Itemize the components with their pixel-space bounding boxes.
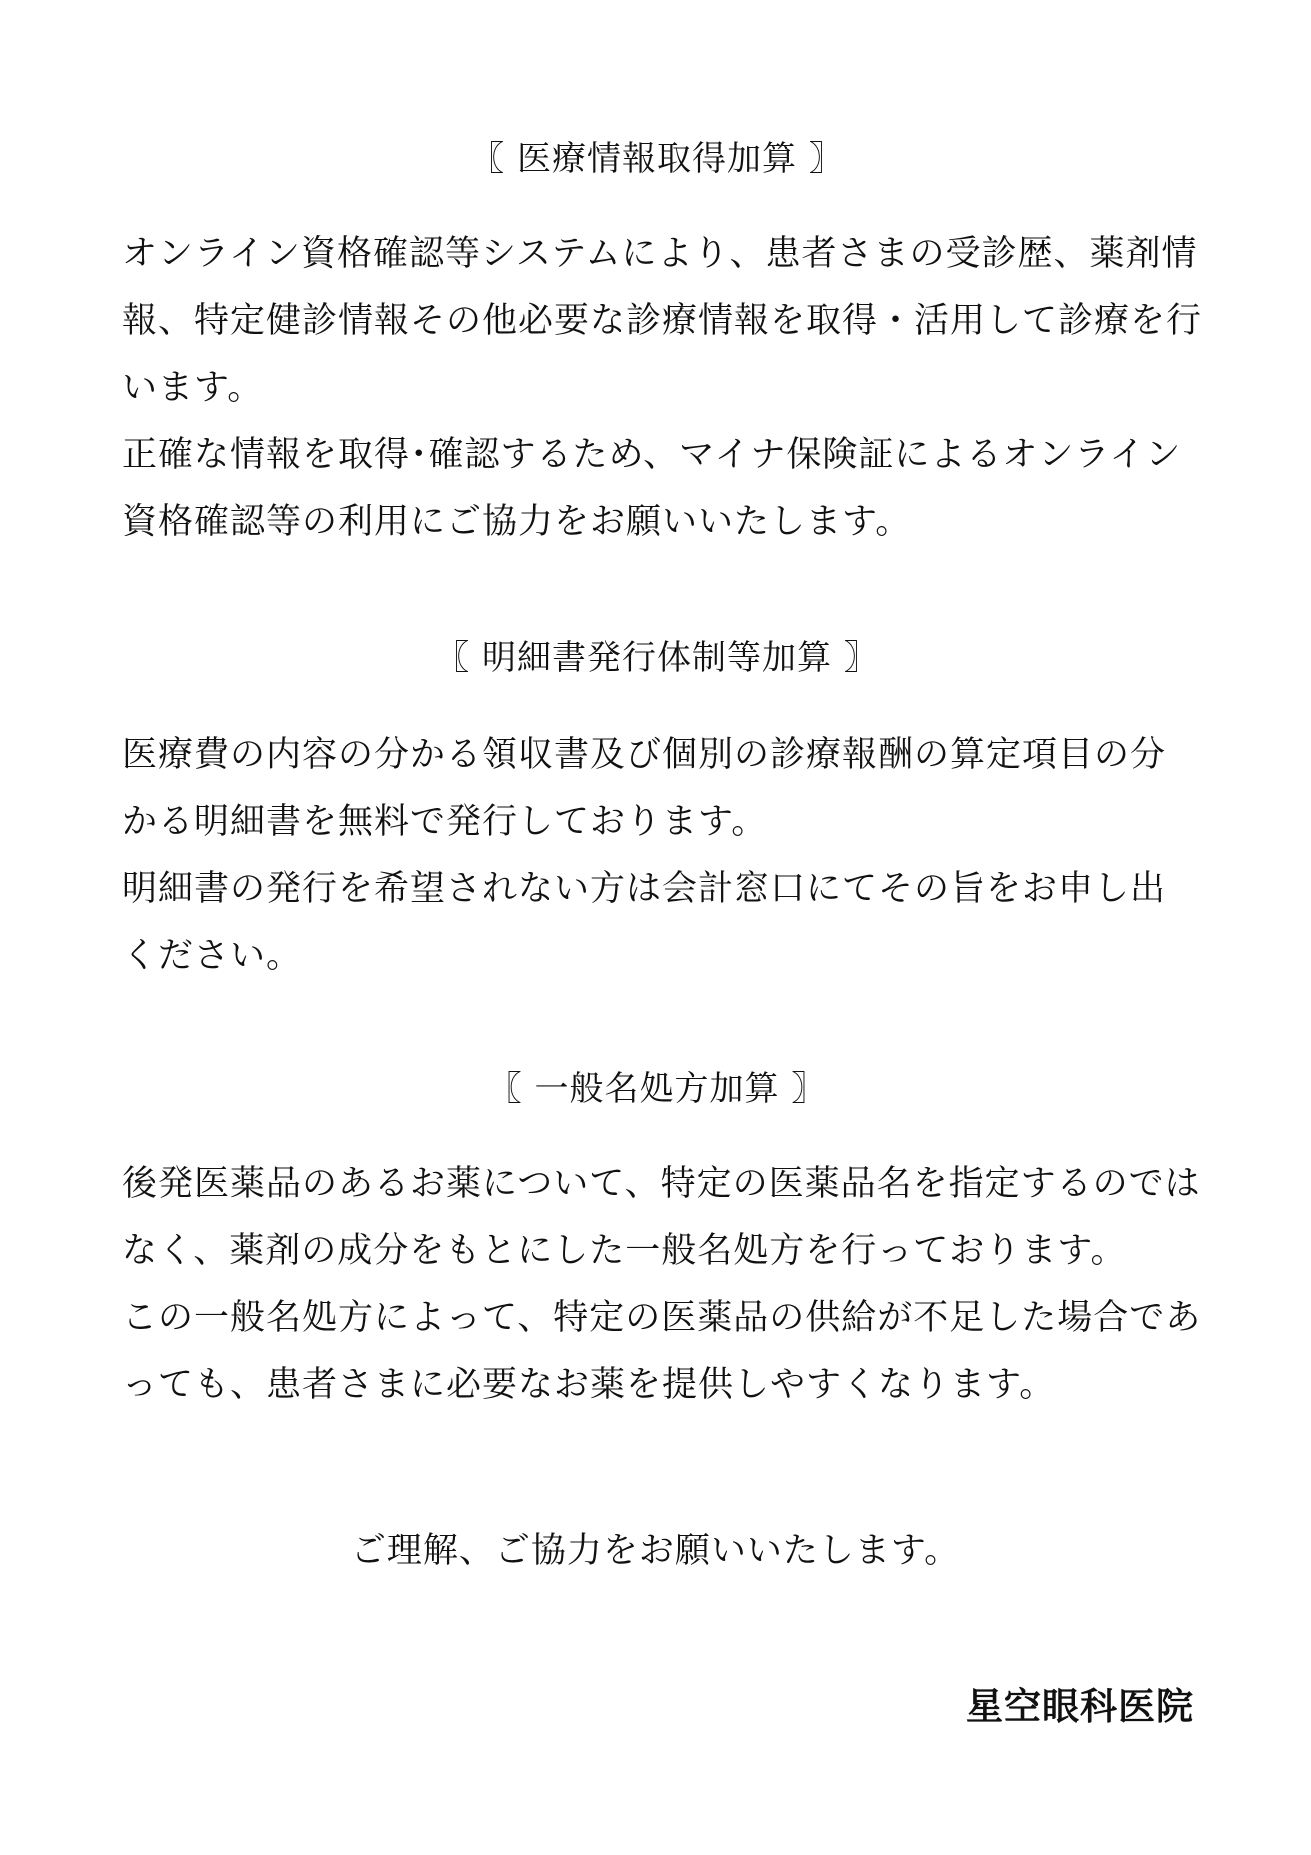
body-line: オンライン資格確認等システムにより、患者さまの受診歴、薬剤情 [122,234,1198,274]
body-line: 正確な情報を取得･確認するため、マイナ保険証によるオンライン [122,435,1182,475]
section-generic-prescription [122,1069,1202,1419]
body-line: 資格確認等の利用にご協力をお願いいたします。 [122,502,912,542]
body-line: 医療費の内容の分かる領収書及び個別の診療報酬の算定項目の分 [122,735,1167,775]
section-body [122,1151,1202,1419]
section-body [122,722,1192,990]
body-line: ください。 [122,936,303,976]
section-body [122,221,1203,556]
section-heading: 〖 一般名処方加算 〗 [487,1069,827,1109]
body-line: この一般名処方によって、特定の医薬品の供給が不足した場合であ [122,1298,1202,1338]
section-statement-issuance [122,638,1192,990]
body-line: 報、特定健診情報その他必要な診療情報を取得・活用して診療を行 [122,301,1203,341]
section-medical-info-acquisition [122,139,1203,556]
body-line: かる明細書を無料で発行しております。 [122,802,768,842]
body-line: 後発医薬品のあるお薬について、特定の医薬品名を指定するのでは [122,1164,1201,1204]
section-heading: 〖 明細書発行体制等加算 〗 [435,638,879,678]
clinic-signature: 星空眼科医院 [966,1684,1194,1728]
closing-message: ご理解、ご協力をお願いいたします。 [350,1531,961,1571]
section-heading: 〖 医療情報取得加算 〗 [470,139,844,179]
body-line: なく、薬剤の成分をもとにした一般名処方を行っております。 [122,1231,1127,1271]
body-line: っても、患者さまに必要なお薬を提供しやすくなります。 [122,1365,1056,1405]
body-line: 明細書の発行を希望されない方は会計窓口にてその旨をお申し出 [122,869,1167,909]
body-line: います。 [122,368,264,408]
